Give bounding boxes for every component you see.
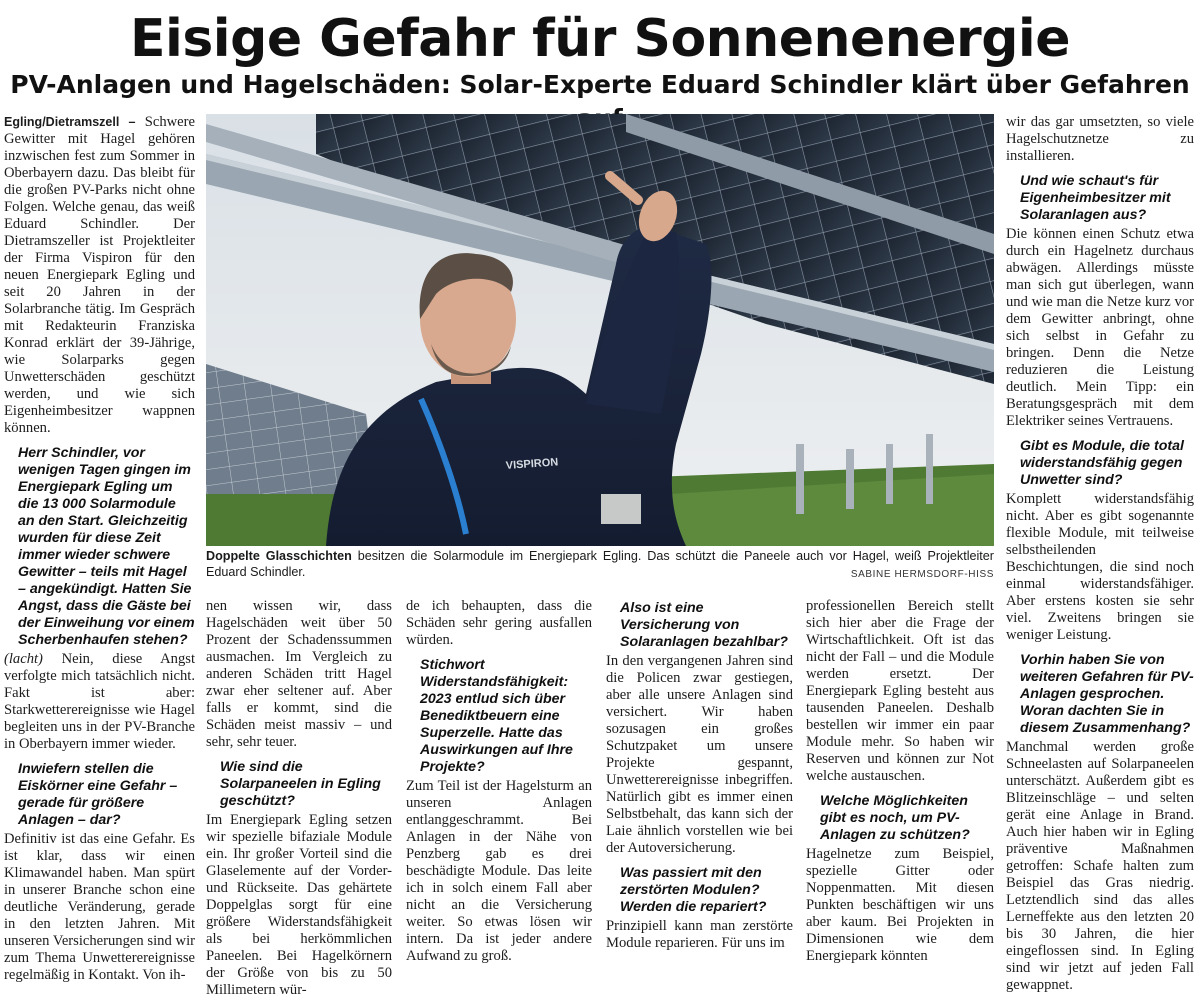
intro-paragraph xyxy=(4,114,195,437)
solar-photo xyxy=(206,114,994,546)
photo-credit: SABINE HERMSDORF-HISS xyxy=(850,569,994,580)
answer-7: Hagelnetze zum Beispiel, spezielle Gitter oder Noppenmatten. Mit diesen Punkten beschäftigen wir uns aber kaum. Bei Projekten in Dimensionen wie dem Energiepark könnten xyxy=(806,846,994,964)
answer-5: In den vergangenen Jahren sind die Policen zwar gestiegen, aber alle unsere Anlagen sind versichert. Wir haben sozusagen ein großes Schutzpaket um unsere Projekte gespannt, Unwetterereignisse inbegriffen. Natürlich gibt es immer einen Selbstbehalt, das kann sich der Laie ähnlich vorstellen wie bei der Autoversicherung. xyxy=(606,653,793,856)
caption-text: besitzen die Solarmodule im Energiepark Egling. Das schützt die Paneele auch vor Hagel, weiß Projektleiter Eduard Schindler. xyxy=(206,549,994,579)
question-10: Vorhin haben Sie von weiteren Gefahren für PV-Anlagen gesprochen. Woran dachten Sie in diesem Zusammenhang? xyxy=(1020,652,1194,736)
answer-7-continued: wir das gar umsetzten, so viele Hagelschutznetze zu installieren. xyxy=(1006,114,1194,164)
answer-1-lead: (lacht) xyxy=(4,651,43,667)
column-4 xyxy=(606,592,793,960)
intro-text: Schwere Gewitter mit Hagel gehören inzwischen fest zum Sommer in Oberbayern dazu. Das bleibt für die großen PV-Parks nicht ohne Folgen. Welche genau, das weiß Eduard Schindler. Der Dietramszeller ist Projektleiter der Firma Vispiron für den neuen Energiepark Egling und seit 20 Jahren in der Solarbranche tätig. Im Gespräch mit Redakteurin Franziska Konrad erklärt der 39-Jährige, wie Solarparks gegen Unwetterschäden geschützt werden, und wie sich Eigenheimbesitzer wappnen können. xyxy=(4,114,195,436)
question-2: Inwiefern stellen die Eiskörner eine Gefahr – gerade für größere Anlagen – dar? xyxy=(18,761,178,828)
column-6 xyxy=(1006,114,1194,1002)
question-6: Was passiert mit den zerstörten Modulen? Werden die repariert? xyxy=(620,865,767,915)
answer-4: Zum Teil ist der Hagelsturm an unseren Anlagen entlanggeschrammt. Bei Anlagen in der Nähe von Penzberg gab es drei beschädigte Module. Das leite ich in solch einem Fall aber nicht an die Versicherung weiter. So etwas lösen wir intern. Da ist jeder andere Aufwand zu groß. xyxy=(406,778,592,964)
column-2 xyxy=(206,598,392,1007)
caption-lead: Doppelte Glasschichten xyxy=(206,549,352,563)
answer-9: Komplett widerstandsfähig nicht. Aber es gibt sogenannte flexible Module, mit teilweise selbstheilenden Beschichtungen, die sind noch einmal widerstandsfähiger. Aber erstens kosten sie sehr viel. Zweitens bringen sie weniger Leistung. xyxy=(1006,491,1194,643)
answer-6-continued: professionellen Bereich stellt sich hier aber die Frage der Wirtschaftlichkeit. Oft ist das nicht der Fall – und die Module werden ersetzt. Der Energiepark Egling besteht aus tausenden Paneelen. Deshalb bestellen wir immer ein paar Module mehr. So haben wir Reserven und können zur Not welche austauschen. xyxy=(806,598,994,784)
answer-3: Im Energiepark Egling setzen wir spezielle bifaziale Module ein. Ihr großer Vorteil sind die Glaselemente auf der Vorder- und Rückseite. Das gehärtete Doppelglas sorgt für eine größere Widerstandsfähigkeit als bei herkömmlichen Paneelen. Bei Hagelkörnern der Größe von bis zu 50 Millimetern wür- xyxy=(206,812,392,998)
answer-2-continued: nen wissen wir, dass Hagelschäden weit über 50 Prozent der Schadenssummen ausmachen. Im Vergleich zu anderen Schäden tritt Hagel zwar eher seltener auf. Aber falls er kommt, sind die Schäden meist massiv – und sehr, sehr teuer. xyxy=(206,598,392,750)
question-5: Also ist eine Versicherung von Solaranlagen bezahlbar? xyxy=(620,600,788,650)
question-3: Wie sind die Solarpaneelen in Egling geschützt? xyxy=(220,759,381,809)
headline: Eisige Gefahr für Sonnenenergie xyxy=(129,9,1071,69)
dateline: Egling/Dietramszell – xyxy=(4,115,136,129)
question-4: Stichwort Widerstandsfähigkeit: 2023 entlud sich über Benediktbeuern eine Superzelle. Hatte das Auswirkungen auf Ihre Projekte? xyxy=(420,657,573,775)
column-3 xyxy=(406,598,592,973)
answer-3-continued: de ich behaupten, dass die Schäden sehr gering ausfallen würden. xyxy=(406,598,592,648)
question-8: Und wie schaut's für Eigenheimbesitzer mit Solaranlagen aus? xyxy=(1020,173,1171,223)
answer-8: Die können einen Schutz etwa durch ein Hagelnetz durchaus abwägen. Allerdings müsste man sich gut überlegen, wann und wie man die Netze kurz vor dem Gewitter anbringt, ohne sich selbst in Gefahr zu bringen. Denn die Netze reduzieren die Leistung deutlich. Mein Tipp: ein Beratungsgespräch mit dem Elektriker seines Vertrauens. xyxy=(1006,226,1194,429)
answer-10: Manchmal werden große Schneelasten auf Solarpaneelen unterschätzt. Außerdem gibt es Blitzeinschläge – und selten gerät eine Anlage in Brand. Auch hier haben wir in Egling präventive Maßnahmen getroffen: Schafe halten zum Beispiel das Gras niedrig. Letztendlich sind das alles Lerneffekte aus den letzten 20 bis 30 Jahren, die hier eingeflossen sind. In Egling sind wir jetzt auf jeden Fall gewappnet. xyxy=(1006,739,1194,993)
column-1 xyxy=(4,114,195,992)
subheadline: PV-Anlagen und Hagelschäden: Solar-Experte Eduard Schindler klärt über Gefahren xyxy=(10,70,1190,99)
question-1: Herr Schindler, vor wenigen Tagen gingen im Energiepark Egling um die 13 000 Solarmodule an den Start. Gleichzeitig wurden für diese Zeit immer wieder schwere Gewitter – teils mit Hagel – angekündigt. Hatten Sie Angst, dass die Gäste bei der Einweihung vor einem Scherbenhaufen stehen? xyxy=(18,445,195,648)
question-9: Gibt es Module, die total widerstandsfähig gegen Unwetter sind? xyxy=(1020,438,1184,488)
solar-photo-illustration xyxy=(206,114,994,546)
jacket-logo: VISPIRON xyxy=(505,456,559,472)
answer-1-text: Nein, diese Angst verfolgte mich tatsächlich nicht. Fakt ist aber: Starkwetterereignisse wie Hagel begleiten uns in der PV-Branche in Oberbayern immer wieder. xyxy=(4,651,195,752)
answer-1 xyxy=(4,651,195,753)
question-7: Welche Möglichkeiten gibt es noch, um PV-Anlagen zu schützen? xyxy=(820,793,970,843)
answer-2: Definitiv ist das eine Gefahr. Es ist klar, dass wir einen Klimawandel haben. Man spürt in unserer Branche schon eine deutliche Veränderung, gerade in den letzten Jahren. Mit unseren Versicherungen sind wir zum Thema Unwetterereignisse regelmäßig in Kontakt. Von ih- xyxy=(4,831,195,983)
column-5 xyxy=(806,598,994,973)
answer-6: Prinzipiell kann man zerstörte Module reparieren. Für uns im xyxy=(606,918,793,951)
